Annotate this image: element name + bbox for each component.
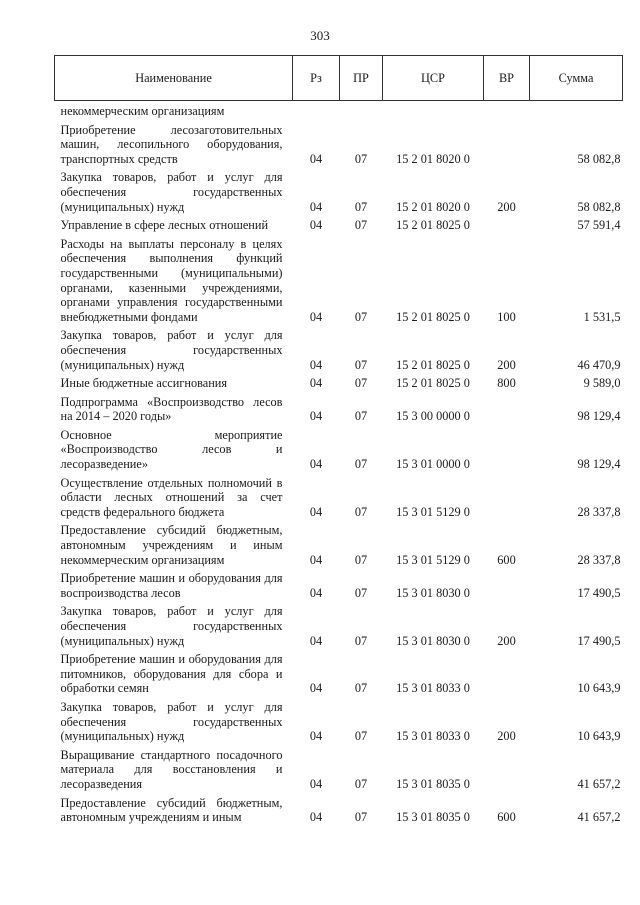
cell-csr: 15 2 01 8020 0 xyxy=(396,151,470,166)
cell-vr xyxy=(484,101,530,120)
cell-name: Приобретение машин и оборудования для питомников, оборудования для сбора и обработки семян xyxy=(60,652,283,696)
budget-table xyxy=(54,55,623,826)
cell-rz: 04 xyxy=(309,633,323,648)
table-row xyxy=(55,697,623,745)
cell-name: Подпрограмма «Воспроизводство лесов на 2014 – 2020 годы» xyxy=(60,394,283,424)
cell-name: Приобретение лесозаготовительных машин, лесопильного оборудования, транспортных средств xyxy=(60,122,283,166)
cell-csr: 15 3 01 8033 0 xyxy=(396,729,470,744)
cell-vr xyxy=(484,745,530,793)
cell-pr: 07 xyxy=(354,357,368,372)
cell-sum: 28 337,8 xyxy=(577,552,621,567)
cell-pr: 07 xyxy=(354,585,368,600)
cell-sum: 58 082,8 xyxy=(577,199,621,214)
cell-name: Расходы на выплаты персоналу в целях обеспечения выполнения функций государственными (муниципальными) органами, казенными учреждениями, органами управления государственными внебюджетными фондами xyxy=(60,236,283,324)
cell-sum: 41 657,2 xyxy=(577,810,621,825)
cell-csr: 15 3 01 8033 0 xyxy=(396,681,470,696)
table-row xyxy=(55,325,623,373)
cell-rz: 04 xyxy=(309,151,323,166)
cell-vr: 100 xyxy=(497,309,516,324)
cell-pr: 07 xyxy=(354,776,368,791)
cell-sum: 28 337,8 xyxy=(577,504,621,519)
cell-rz: 04 xyxy=(309,376,323,391)
cell-sum: 98 129,4 xyxy=(577,409,621,424)
cell-vr xyxy=(484,649,530,697)
table-row xyxy=(55,215,623,234)
table-row xyxy=(55,649,623,697)
cell-rz: 04 xyxy=(309,681,323,696)
table-row xyxy=(55,101,623,120)
cell-name: Осуществление отдельных полномочий в области лесных отношений за счет средств федерального бюджета xyxy=(60,475,283,519)
cell-csr: 15 3 00 0000 0 xyxy=(396,409,470,424)
cell-csr: 15 2 01 8020 0 xyxy=(396,199,470,214)
cell-sum: 17 490,5 xyxy=(577,585,621,600)
cell-sum: 10 643,9 xyxy=(577,681,621,696)
cell-vr: 800 xyxy=(497,376,516,391)
cell-csr: 15 3 01 8030 0 xyxy=(396,585,470,600)
cell-pr: 07 xyxy=(354,309,368,324)
table-row xyxy=(55,473,623,521)
cell-pr: 07 xyxy=(354,376,368,391)
cell-csr: 15 3 01 5129 0 xyxy=(396,504,470,519)
table-row xyxy=(55,568,623,601)
cell-rz: 04 xyxy=(309,218,323,233)
cell-vr xyxy=(484,568,530,601)
table-row xyxy=(55,425,623,473)
cell-rz: 04 xyxy=(309,357,323,372)
cell-csr: 15 3 01 8035 0 xyxy=(396,810,470,825)
cell-name: Предоставление субсидий бюджетным, автономным учреждениям и иным некоммерческим организациям xyxy=(60,523,283,567)
cell-csr: 15 3 01 5129 0 xyxy=(396,552,470,567)
cell-rz: 04 xyxy=(309,309,323,324)
cell-pr: 07 xyxy=(354,199,368,214)
cell-rz: 04 xyxy=(309,810,323,825)
table-row xyxy=(55,373,623,392)
cell-csr: 15 2 01 8025 0 xyxy=(396,309,470,324)
cell-pr: 07 xyxy=(354,409,368,424)
table-row xyxy=(55,520,623,568)
cell-csr: 15 2 01 8025 0 xyxy=(396,376,470,391)
cell-name: Закупка товаров, работ и услуг для обеспечения государственных (муниципальных) нужд xyxy=(60,699,283,744)
cell-name: Закупка товаров, работ и услуг для обеспечения государственных (муниципальных) нужд xyxy=(60,604,283,648)
cell-rz: 04 xyxy=(309,457,323,472)
cell-sum: 58 082,8 xyxy=(577,151,621,166)
cell-name: Основное мероприятие «Воспроизводство лесов и лесоразведение» xyxy=(60,427,283,472)
cell-sum: 1 531,5 xyxy=(583,309,621,324)
cell-rz: 04 xyxy=(309,552,323,567)
cell-vr xyxy=(484,392,530,425)
cell-csr xyxy=(383,101,484,120)
table-header-row xyxy=(55,56,623,101)
header-vr: ВР xyxy=(484,56,530,101)
cell-pr: 07 xyxy=(354,218,368,233)
cell-rz: 04 xyxy=(309,585,323,600)
cell-sum: 98 129,4 xyxy=(577,457,621,472)
cell-name: Выращивание стандартного посадочного материала для восстановления и лесоразведения xyxy=(60,747,283,791)
cell-pr: 07 xyxy=(354,681,368,696)
table-row xyxy=(55,392,623,425)
cell-pr: 07 xyxy=(354,633,368,648)
cell-csr: 15 3 01 8030 0 xyxy=(396,633,470,648)
header-sum: Сумма xyxy=(530,56,623,101)
cell-rz: 04 xyxy=(309,409,323,424)
table-row xyxy=(55,120,623,168)
cell-vr xyxy=(484,473,530,521)
cell-sum xyxy=(530,101,623,120)
cell-vr: 200 xyxy=(497,357,516,372)
cell-pr: 07 xyxy=(354,729,368,744)
cell-csr: 15 3 01 0000 0 xyxy=(396,457,470,472)
cell-pr: 07 xyxy=(354,457,368,472)
table-row xyxy=(55,745,623,793)
cell-vr: 600 xyxy=(497,552,516,567)
cell-rz: 04 xyxy=(309,199,323,214)
cell-rz: 04 xyxy=(309,504,323,519)
cell-vr: 200 xyxy=(497,199,516,214)
cell-sum: 17 490,5 xyxy=(577,633,621,648)
table-row xyxy=(55,234,623,326)
cell-csr: 15 2 01 8025 0 xyxy=(396,357,470,372)
table-row xyxy=(55,167,623,215)
cell-name: Закупка товаров, работ и услуг для обеспечения государственных (муниципальных) нужд xyxy=(60,328,283,372)
table-body xyxy=(55,101,623,826)
table-row xyxy=(55,601,623,649)
cell-sum: 57 591,4 xyxy=(577,218,621,233)
page-number: 303 xyxy=(310,28,330,43)
cell-name: Иные бюджетные ассигнования xyxy=(60,376,228,391)
cell-vr xyxy=(484,425,530,473)
cell-pr: 07 xyxy=(354,504,368,519)
cell-csr: 15 3 01 8035 0 xyxy=(396,776,470,791)
cell-name: Предоставление субсидий бюджетным, автономным учреждениям и иным xyxy=(60,795,283,825)
cell-rz: 04 xyxy=(309,776,323,791)
cell-sum: 10 643,9 xyxy=(577,729,621,744)
cell-pr: 07 xyxy=(354,552,368,567)
table-row xyxy=(55,793,623,826)
cell-csr: 15 2 01 8025 0 xyxy=(396,218,470,233)
header-name: Наименование xyxy=(55,56,293,101)
cell-rz xyxy=(293,101,340,120)
cell-pr xyxy=(340,101,383,120)
header-csr: ЦСР xyxy=(383,56,484,101)
cell-vr: 200 xyxy=(497,633,516,648)
cell-vr xyxy=(484,215,530,234)
cell-name: Закупка товаров, работ и услуг для обеспечения государственных (муниципальных) нужд xyxy=(60,170,283,214)
header-pr: ПР xyxy=(340,56,383,101)
cell-sum: 46 470,9 xyxy=(577,357,621,372)
cell-rz: 04 xyxy=(309,729,323,744)
cell-vr xyxy=(484,120,530,168)
cell-pr: 07 xyxy=(354,151,368,166)
cell-name: некоммерческим организациям xyxy=(60,104,225,118)
cell-sum: 9 589,0 xyxy=(583,376,621,391)
cell-name: Управление в сфере лесных отношений xyxy=(60,218,269,233)
cell-vr: 200 xyxy=(497,729,516,744)
cell-name: Приобретение машин и оборудования для воспроизводства лесов xyxy=(60,571,283,600)
cell-pr: 07 xyxy=(354,810,368,825)
cell-vr: 600 xyxy=(497,810,516,825)
cell-sum: 41 657,2 xyxy=(577,776,621,791)
header-rz: Рз xyxy=(293,56,340,101)
